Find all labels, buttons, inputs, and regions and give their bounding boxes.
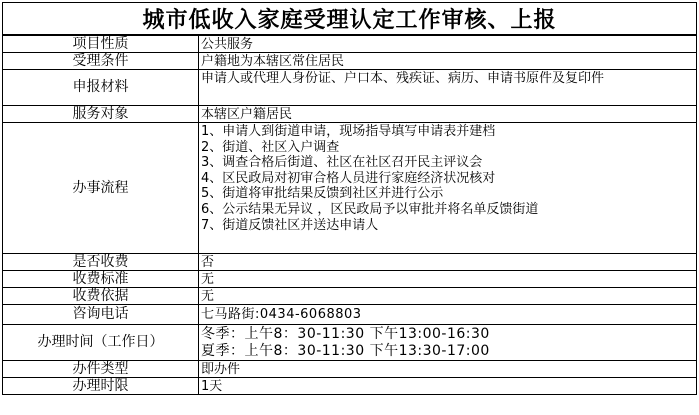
info-table [2,35,697,395]
row-value: 无 [199,288,697,305]
table-row-fee-basis [3,288,697,305]
row-value: 否 [199,254,697,271]
row-label: 办理时间（工作日） [3,325,199,361]
table-row-case-type [3,361,697,378]
table-row-consultation-phone [3,305,697,325]
table-row-application-materials [3,70,697,106]
procedure-step: 3、调查合格后街道、社区在社区召开民主评议会 [201,155,483,171]
row-value: 1天 [199,378,697,395]
table-row-procedure [3,123,697,254]
row-value: 申请人或代理人身份证、户口本、残疾证、病历、申请书原件及复印件 [199,70,697,106]
row-value: 公共服务 [199,36,697,53]
table-row-fee-charged [3,254,697,271]
procedure-step: 4、区民政局对初审合格人员进行家庭经济状况核对 [201,170,496,186]
procedure-step: 2、街道、社区入户调查 [201,139,340,155]
table-row-fee-standard [3,271,697,288]
procedure-step: 7、街道反馈社区并送达申请人 [201,217,379,233]
row-label: 办事流程 [3,123,199,254]
procedure-step: 6、公示结果无异议 ，区民政局予以审批并将名单反馈街道 [201,201,539,217]
row-value: 户籍地为本辖区常住居民 [199,53,697,70]
business-hours [199,325,697,361]
procedure-step: 5、街道将审批结果反馈到社区并进行公示 [201,186,444,202]
row-label: 受理条件 [3,53,199,70]
procedure-steps [199,123,697,254]
row-value: 无 [199,271,697,288]
document [2,2,697,412]
table-row-business-hours [3,325,697,361]
row-value: 即办件 [199,361,697,378]
document-title: 城市低收入家庭受理认定工作审核、上报 [2,2,697,35]
row-label: 办件类型 [3,361,199,378]
row-label: 项目性质 [3,36,199,53]
row-label: 是否收费 [3,254,199,271]
row-label: 申报材料 [3,70,199,106]
row-value: 本辖区户籍居民 [199,106,697,123]
summer-hours: 夏季：上午8：30-11:30 下午13:30-17:00 [201,342,490,359]
table-row-acceptance-conditions [3,53,697,70]
table-row-project-nature [3,36,697,53]
row-label: 服务对象 [3,106,199,123]
row-label: 收费标准 [3,271,199,288]
row-label: 咨询电话 [3,305,199,325]
phone-number: 七马路街:0434-6068803 [199,305,697,325]
procedure-step: 1、申请人到街道申请，现场指导填写申请表并建档 [201,124,496,139]
table-row-time-limit [3,378,697,395]
row-label: 办理时限 [3,378,199,395]
row-label: 收费依据 [3,288,199,305]
winter-hours: 冬季：上午8：30-11:30 下午13:00-16:30 [201,325,490,342]
table-row-service-target [3,106,697,123]
